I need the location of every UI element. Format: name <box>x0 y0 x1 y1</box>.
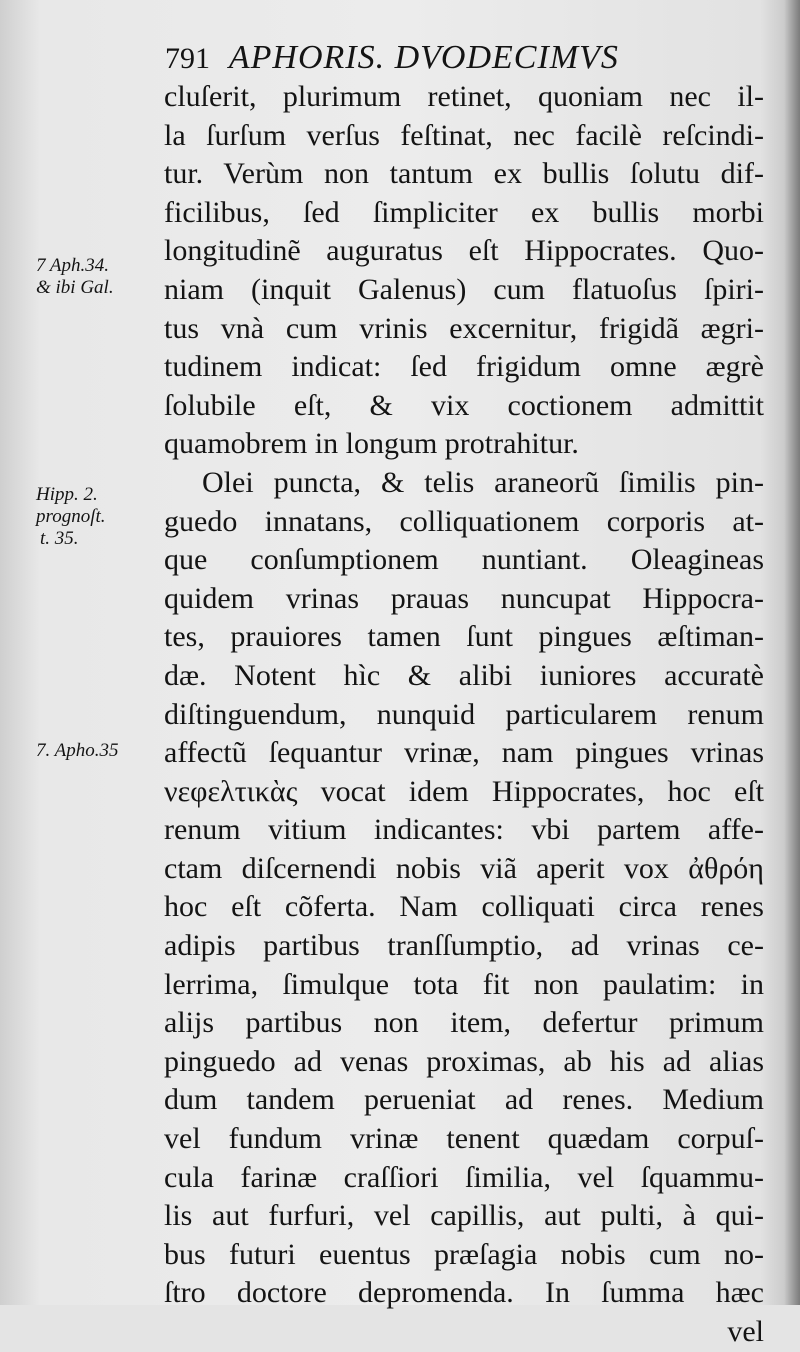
text-line: lis aut furfuri, vel capillis, aut pulti, à qui- <box>164 1199 764 1233</box>
paragraph-start-line: Olei puncta, & telis araneorũ ſimilis pin- <box>202 465 764 499</box>
margin-note <box>36 255 114 299</box>
text-line: cluſerit, plurimum retinet, quoniam nec il- <box>164 80 764 113</box>
margin-note-line: & ibi Gal. <box>36 277 114 298</box>
text-line: la ſurſum verſus feſtinat, nec facilè reſcindi- <box>164 118 764 152</box>
text-line: cula farinæ craſſiori ſimilia, vel ſquammu- <box>164 1160 764 1194</box>
text-line: guedo innatans, colliquationem corporis at- <box>164 504 764 538</box>
catchword: vel <box>727 1315 764 1348</box>
body-text <box>164 78 764 1352</box>
text-line: ſtro doctore depromenda. In ſumma hæc <box>164 1276 764 1310</box>
text-line: diſtinguendum, nunquid particularem renum <box>164 697 764 731</box>
text-line: pinguedo ad venas proximas, ab his ad alias <box>164 1044 764 1078</box>
margin-note-line: t. 35. <box>40 528 79 549</box>
text-line: que conſumptionem nuntiant. Oleagineas <box>164 543 764 577</box>
text-line: longitudinẽ auguratus eſt Hippocrates. Quo- <box>164 234 764 268</box>
text-line: tur. Verùm non tantum ex bullis ſolutu dif- <box>164 157 764 191</box>
text-line: tudinem indicat: ſed frigidum omne ægrè <box>164 350 764 384</box>
margin-note-line: Hipp. 2. <box>36 484 98 505</box>
page-edge-shadow <box>784 0 800 1305</box>
text-line: quamobrem in longum protrahitur. <box>164 427 579 461</box>
text-line: ficilibus, ſed ſimpliciter ex bullis morbi <box>164 195 764 229</box>
text-line: dum tandem perueniat ad renes. Medium <box>164 1083 764 1117</box>
running-header <box>165 38 765 78</box>
text-line: bus futuri euentus præſagia nobis cum no- <box>164 1237 764 1271</box>
page-number: 791 <box>165 42 210 75</box>
text-line: dæ. Notent hìc & alibi iuniores accuratè <box>164 658 764 692</box>
text-line: niam (inquit Galenus) cum flatuoſus ſpiri- <box>164 272 764 306</box>
text-line: tes, prauiores tamen ſunt pingues æſtiman- <box>164 620 764 654</box>
text-line: νεφελτικὰς vocat idem Hippocrates, hoc eſt <box>164 774 764 808</box>
margin-note <box>36 484 106 550</box>
running-title: APHORIS. DVODECIMVS <box>228 39 619 76</box>
text-line: vel fundum vrinæ tenent quædam corpuſ- <box>164 1122 764 1156</box>
text-line: ſolubile eſt, & vix coctionem admittit <box>164 388 764 422</box>
margin-note-line: prognoſt. <box>36 506 106 527</box>
text-line: hoc eſt cõferta. Nam colliquati circa renes <box>164 890 764 924</box>
text-line: adipis partibus tranſſumptio, ad vrinas ce- <box>164 929 764 963</box>
text-line: quidem vrinas prauas nuncupat Hippocra- <box>164 581 764 615</box>
text-line: tus vnà cum vrinis excernitur, frigidã ægri- <box>164 311 764 345</box>
text-line: ctam diſcernendi nobis viã aperit vox ἀθρόη <box>164 851 764 885</box>
text-line: renum vitium indicantes: vbi partem affe- <box>164 813 764 847</box>
text-line: lerrima, ſimulque tota fit non paulatim: in <box>164 967 764 1001</box>
margin-note-line: 7. Apho.35 <box>36 740 119 761</box>
margin-note <box>36 740 119 762</box>
text-line: alijs partibus non item, defertur primum <box>164 1006 764 1040</box>
text-line: affectũ ſequantur vrinæ, nam pingues vrinas <box>164 736 764 770</box>
margin-note-line: 7 Aph.34. <box>36 255 110 276</box>
